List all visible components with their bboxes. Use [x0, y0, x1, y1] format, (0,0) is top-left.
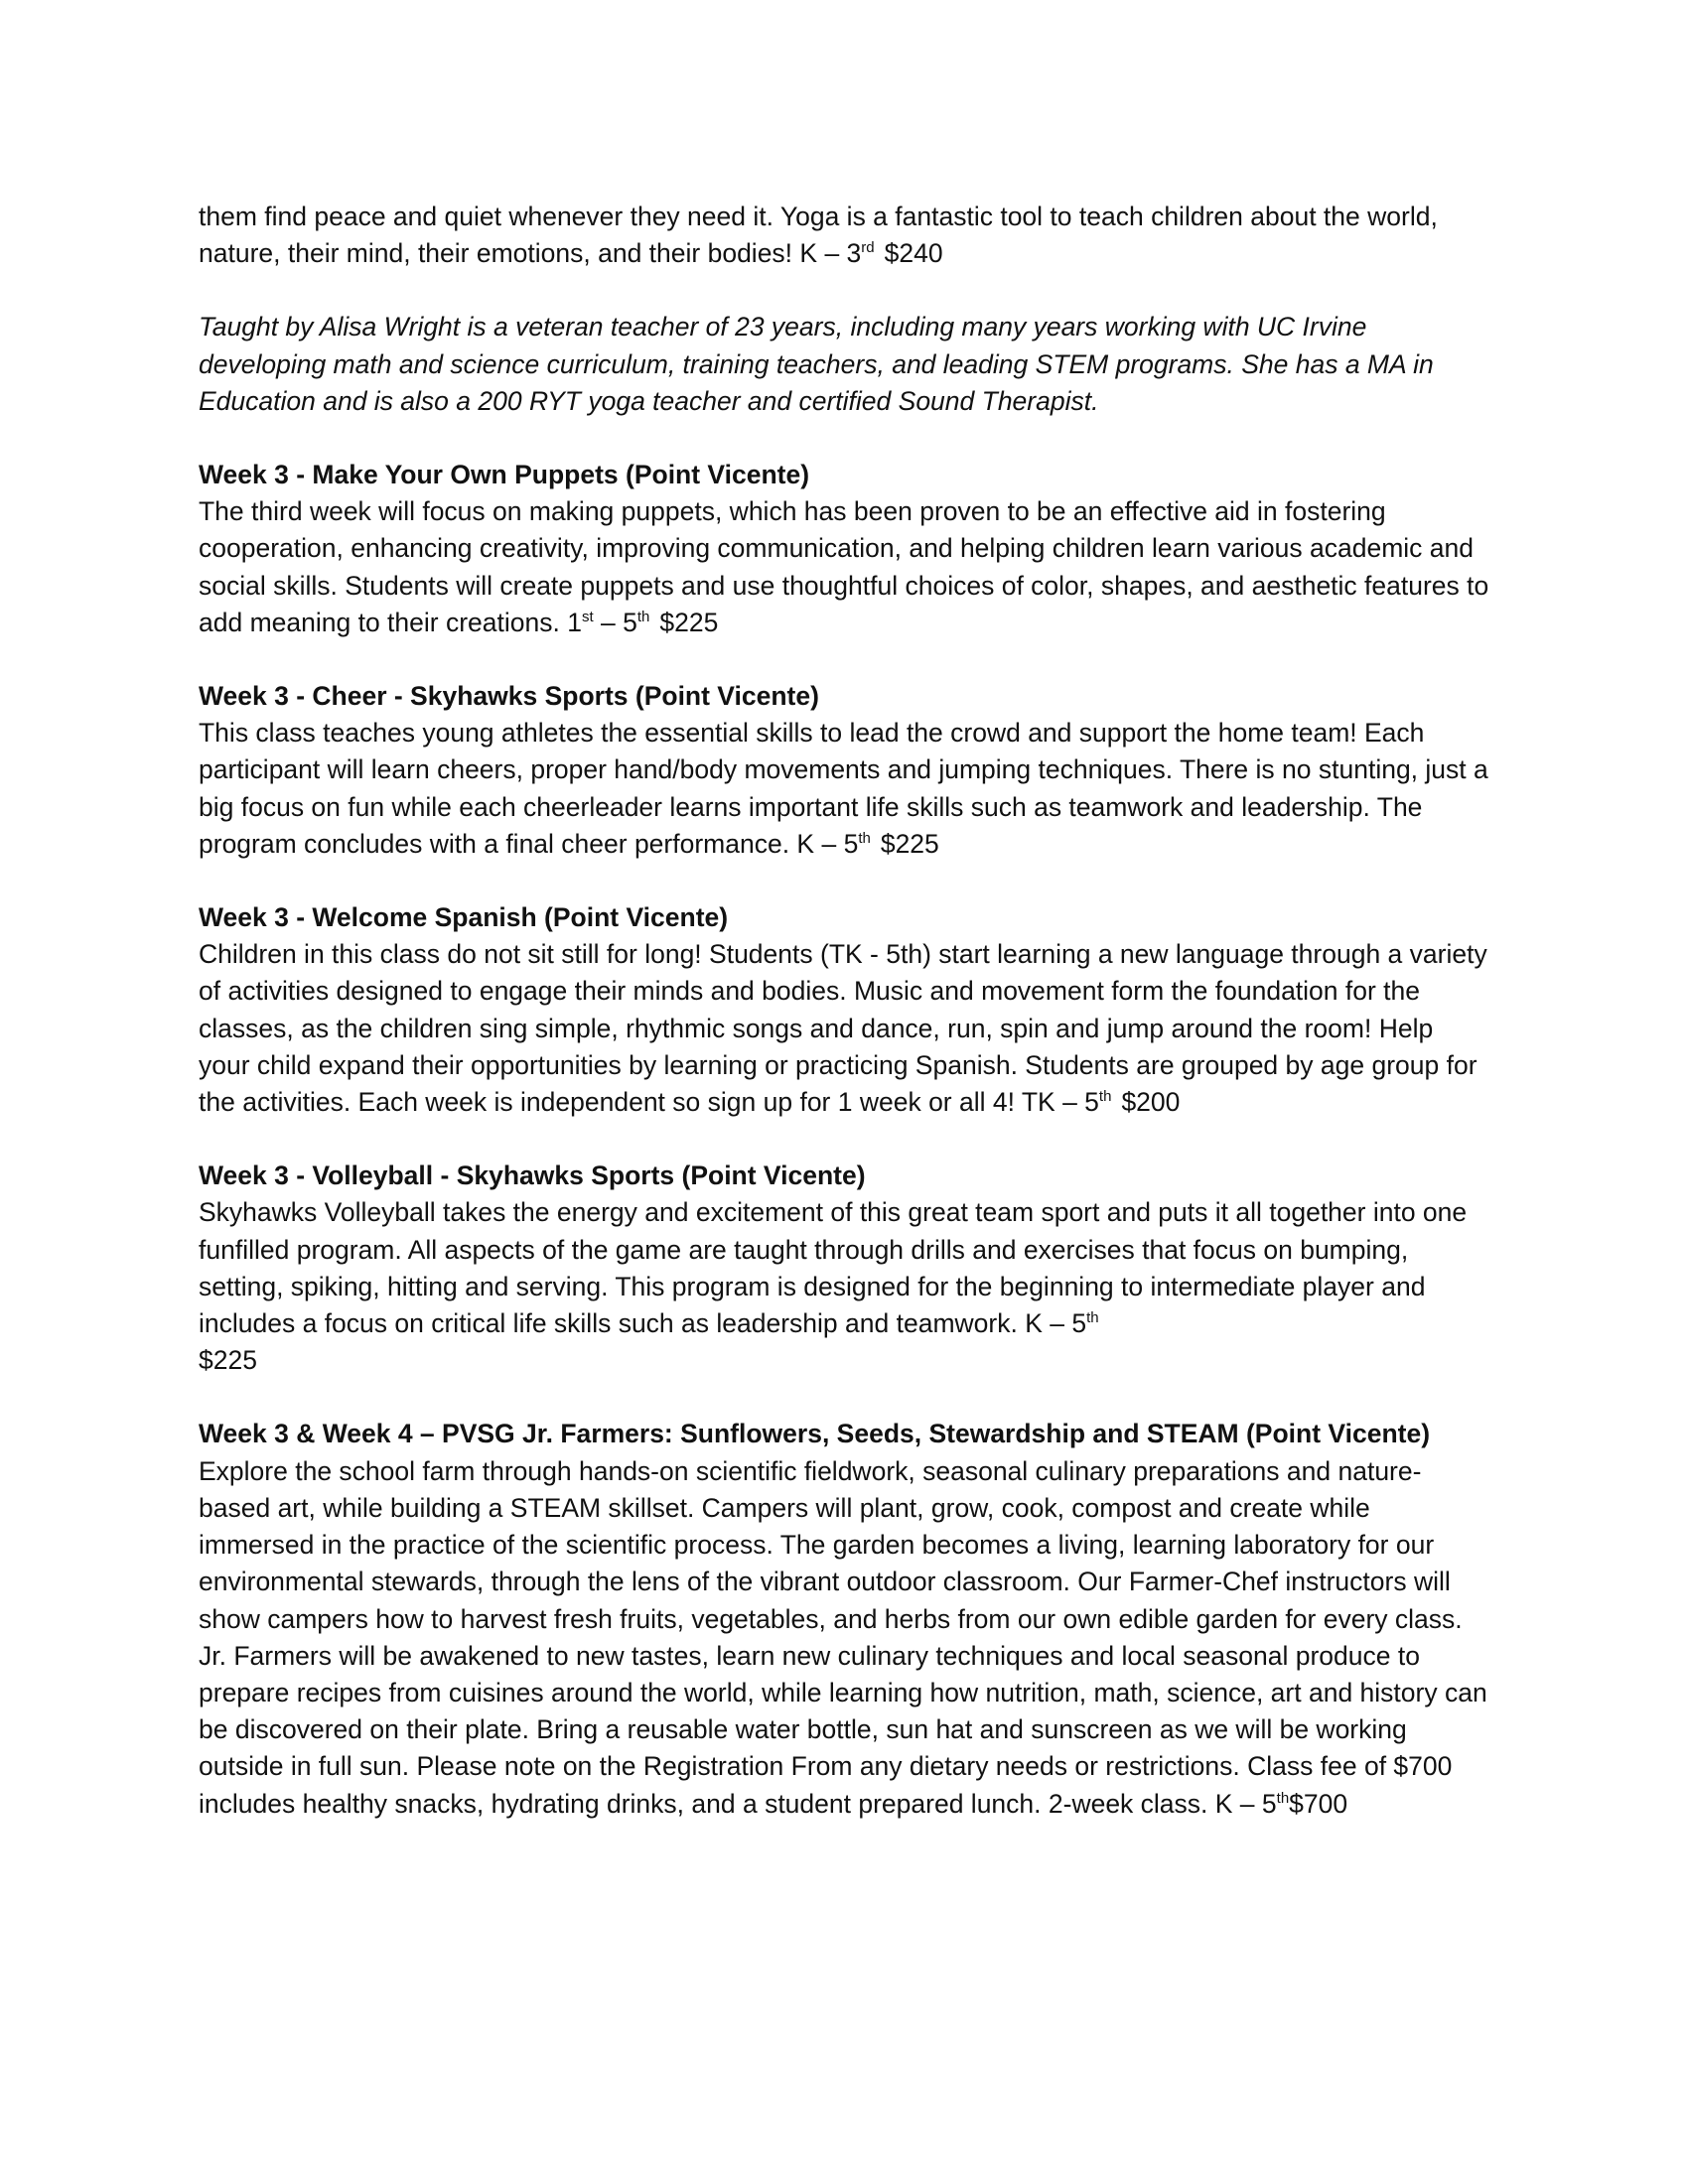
class-entry-cheer — [199, 678, 1489, 863]
class-title: Week 3 - Welcome Spanish (Point Vicente) — [199, 902, 729, 933]
class-entry-puppets — [199, 457, 1489, 641]
grade-sup: th — [1086, 1309, 1099, 1327]
class-price: $225 — [880, 828, 939, 859]
intro-price: $240 — [884, 238, 943, 269]
class-entry-spanish — [199, 899, 1489, 1121]
document-page — [199, 199, 1489, 1859]
grade-sup: th — [858, 830, 871, 848]
class-body: Explore the school farm through hands-on scientific fieldwork, seasonal culinary preparations and nature-based art, while building a STEAM skillset. Campers will plant, grow, cook, compost and create while immersed in the practice of the scientific process. The garden becomes a living, learning laboratory for our environmental stewards, through the lens of the vibrant outdoor classroom. Our Farmer-Chef instructors will show campers how to harvest fresh fruits, vegetables, and herbs from our own edible garden for every class. Jr. Farmers will be awakened to new tastes, learn new culinary techniques and local seasonal produce to prepare recipes from cuisines around the world, while learning how nutrition, math, science, art and history can be discovered on their plate. Bring a reusable water bottle, sun hat and sunscreen as we will be working outside in full sun. Please note on the Registration From any dietary needs or restrictions. Class fee of $700 includes healthy snacks, hydrating drinks, and a student prepared lunch. 2-week class. K – 5 — [199, 1455, 1487, 1819]
class-price: $225 — [659, 607, 719, 637]
class-price: $200 — [1121, 1087, 1181, 1118]
class-body: The third week will focus on making puppets, which has been proven to be an effective aid in fostering cooperation, enhancing creativity, improving communication, and helping children learn various academic and social skills. Students will create puppets and use thoughtful choices of color, shapes, and aesthetic features to add meaning to their creations. 1 — [199, 496, 1489, 637]
grade-sup: th — [1276, 1789, 1290, 1807]
class-body: This class teaches young athletes the essential skills to lead the crowd and support the home team! Each participant will learn cheers, proper hand/body movements and jumping techniques. There is no stunting, just a big focus on fun while each cheerleader learns important life skills such as teamwork and leadership. The program concludes with a final cheer performance. K – 5 — [199, 718, 1488, 859]
class-body: Skyhawks Volleyball takes the energy and excitement of this great team sport and puts it all together into one funfilled program. All aspects of the game are taught through drills and exercises that focus on bumping, setting, spiking, hitting and serving. This program is designed for the beginning to intermediate player and includes a focus on critical life skills such as leadership and teamwork. K – 5 — [199, 1197, 1468, 1339]
intro-grade-sup: rd — [861, 239, 875, 257]
class-title: Week 3 & Week 4 – PVSG Jr. Farmers: Sunflowers, Seeds, Stewardship and STEAM (Point Vicente) — [199, 1419, 1431, 1449]
class-price: $700 — [1289, 1788, 1348, 1819]
intro-paragraph — [199, 199, 1489, 272]
intro-text: them find peace and quiet whenever they need it. Yoga is a fantastic tool to teach children about the world, nature, their mind, their emotions, and their bodies! K – 3 — [199, 202, 1438, 269]
class-body: Children in this class do not sit still for long! Students (TK - 5th) start learning a new language through a variety of activities designed to engage their minds and bodies. Music and movement form the foundation for the classes, as the children sing simple, rhythmic songs and dance, run, spin and jump around the room! Help your child expand their opportunities by learning or practicing Spanish. Students are grouped by age group for the activities. Each week is independent so sign up for 1 week or all 4! TK – 5 — [199, 939, 1487, 1118]
class-title: Week 3 - Make Your Own Puppets (Point Vicente) — [199, 460, 810, 490]
grade-sup-end: th — [636, 609, 650, 625]
grade-range-mid: – 5 — [593, 607, 637, 637]
class-price: $225 — [199, 1345, 257, 1376]
grade-sup: th — [1098, 1088, 1112, 1106]
class-entry-jr-farmers — [199, 1416, 1489, 1822]
class-entry-volleyball — [199, 1158, 1489, 1379]
grade-sup-start: st — [581, 609, 594, 625]
class-title: Week 3 - Cheer - Skyhawks Sports (Point Vicente) — [199, 681, 819, 712]
instructor-note: Taught by Alisa Wright is a veteran teacher of 23 years, including many years working with UC Irvine developing math and science curriculum, training teachers, and leading STEM programs. She has a MA in Education and is also a 200 RYT yoga teacher and certified Sound Therapist. — [199, 312, 1434, 416]
class-title: Week 3 - Volleyball - Skyhawks Sports (Point Vicente) — [199, 1160, 866, 1191]
